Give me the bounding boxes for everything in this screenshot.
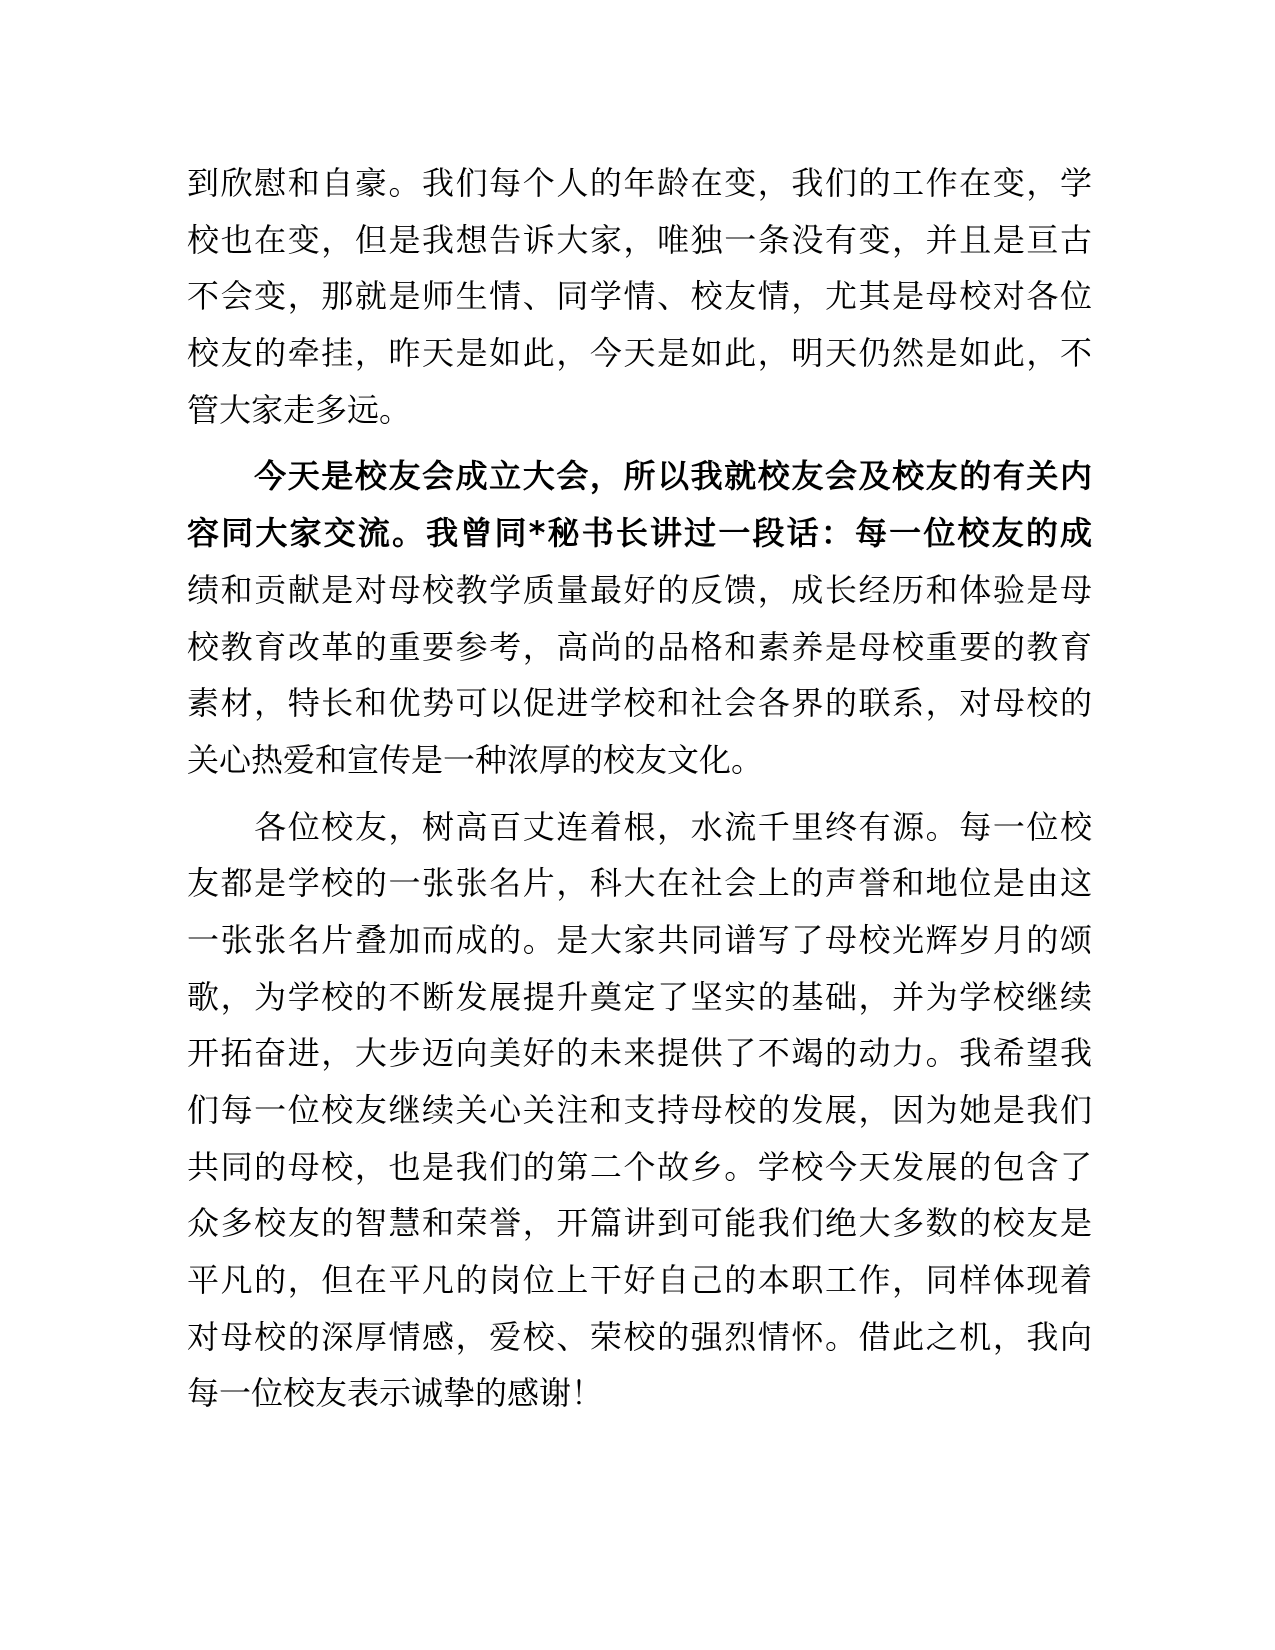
text-line: 今天是校友会成立大会，所以我就校友会及校友的有关内 <box>187 457 1092 496</box>
text-line: 共同的母校，也是我们的第二个故乡。学校今天发展的包含了 <box>187 1147 1092 1186</box>
paragraph-1 <box>187 155 1092 438</box>
text-line: 校也在变，但是我想告诉大家，唯独一条没有变，并且是亘古 <box>187 220 1092 259</box>
text-line: 关心热爱和宣传是一种浓厚的校友文化。 <box>187 740 764 779</box>
text-line: 众多校友的智慧和荣誉，开篇讲到可能我们绝大多数的校友是 <box>187 1204 1092 1243</box>
text-line: 绩和贡献是对母校教学质量最好的反馈，成长经历和体验是母 <box>187 570 1092 609</box>
paragraph-3 <box>187 799 1092 1423</box>
text-line: 各位校友，树高百丈连着根，水流千里终有源。每一位校 <box>187 807 1092 846</box>
text-line: 们每一位校友继续关心关注和支持母校的发展，因为她是我们 <box>187 1091 1092 1129</box>
text-line: 校友的牵挂，昨天是如此，今天是如此，明天仍然是如此，不 <box>187 334 1092 373</box>
paragraph-2 <box>187 448 1092 788</box>
text-line: 歌，为学校的不断发展提升奠定了坚实的基础，并为学校继续 <box>187 977 1092 1016</box>
text-line: 不会变，那就是师生情、同学情、校友情，尤其是母校对各位 <box>187 277 1092 316</box>
text-line: 到欣慰和自豪。我们每个人的年龄在变，我们的工作在变，学 <box>187 164 1092 202</box>
text-line: 校教育改革的重要参考，高尚的品格和素养是母校重要的教育 <box>187 627 1092 666</box>
text-line: 容同大家交流。我曾同*秘书长讲过一段话：每一位校友的成 <box>187 514 1092 553</box>
text-line: 每一位校友表示诚挚的感谢！ <box>187 1374 604 1413</box>
text-line: 素材，特长和优势可以促进学校和社会各界的联系，对母校的 <box>187 684 1092 723</box>
text-line: 对母校的深厚情感，爱校、荣校的强烈情怀。借此之机，我向 <box>187 1317 1092 1356</box>
document-body <box>187 155 1092 1422</box>
text-line: 友都是学校的一张张名片，科大在社会上的声誉和地位是由这 <box>187 864 1092 903</box>
text-line: 平凡的，但在平凡的岗位上干好自己的本职工作，同样体现着 <box>187 1261 1092 1300</box>
text-line: 开拓奋进，大步迈向美好的未来提供了不竭的动力。我希望我 <box>187 1034 1092 1073</box>
text-line: 管大家走多远。 <box>187 390 412 429</box>
text-line: 一张张名片叠加而成的。是大家共同谱写了母校光辉岁月的颂 <box>187 920 1092 959</box>
